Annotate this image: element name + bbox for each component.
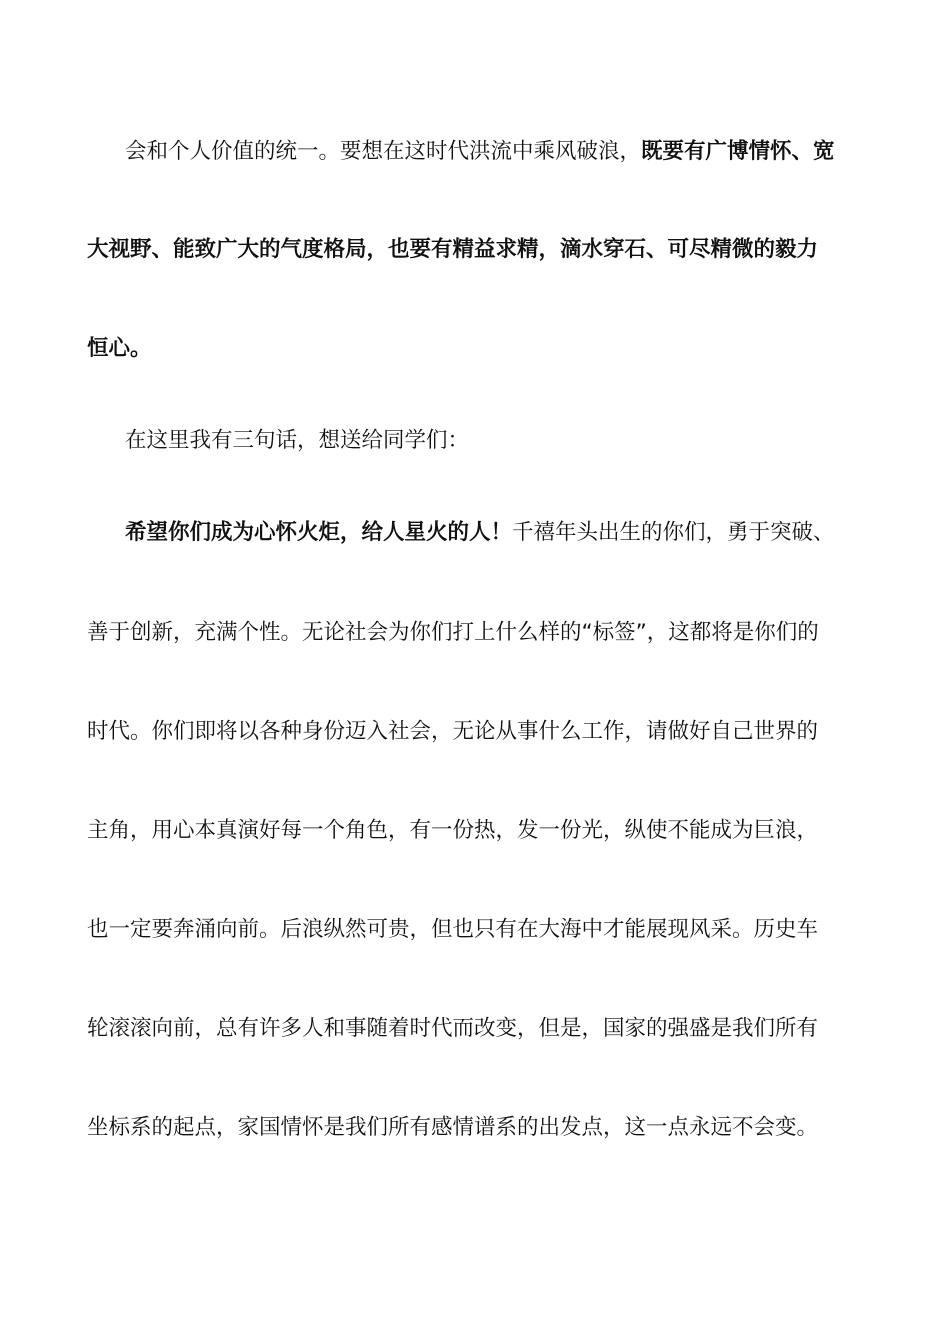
text-normal: 也一定要奔涌向前。后浪纵然可贵，但也只有在大海中才能展现风采。历史车 <box>87 917 819 942</box>
text-line <box>87 915 863 945</box>
text-normal: 时代。你们即将以各种身份迈入社会，无论从事什么工作，请做好自己世界的 <box>87 719 819 744</box>
text-normal: 善于创新，充满个性。无论社会为你们打上什么样的“标签”，这都将是你们的 <box>87 620 819 645</box>
text-line <box>125 137 863 167</box>
text-line <box>87 1113 863 1143</box>
text-bold: 大视野、能致广大的气度格局，也要有精益求精，滴水穿石、可尽精微的毅力 <box>87 237 819 262</box>
text-normal: 千禧年头出生的你们，勇于突破、 <box>512 520 835 545</box>
text-line <box>87 1014 863 1044</box>
text-line <box>87 717 863 747</box>
text-normal: 轮滚滚向前，总有许多人和事随着时代而改变，但是，国家的强盛是我们所有 <box>87 1016 819 1041</box>
text-line <box>125 518 863 548</box>
text-bold: 既要有广博情怀、宽 <box>641 139 835 164</box>
text-line <box>87 816 863 846</box>
text-normal: 坐标系的起点，家国情怀是我们所有感情谱系的出发点，这一点永远不会变。 <box>87 1115 819 1140</box>
text-bold: 希望你们成为心怀火炬，给人星火的人！ <box>125 520 513 545</box>
text-normal: 在这里我有三句话，想送给同学们： <box>125 428 470 453</box>
text-line <box>87 334 863 364</box>
text-line <box>125 426 863 456</box>
text-bold: 恒心。 <box>87 336 152 361</box>
text-normal: 主角，用心本真演好每一个角色，有一份热，发一份光，纵使不能成为巨浪， <box>87 818 819 843</box>
text-normal: 会和个人价值的统一。要想在这时代洪流中乘风破浪， <box>125 139 642 164</box>
text-line <box>87 618 863 648</box>
text-line <box>87 235 863 265</box>
